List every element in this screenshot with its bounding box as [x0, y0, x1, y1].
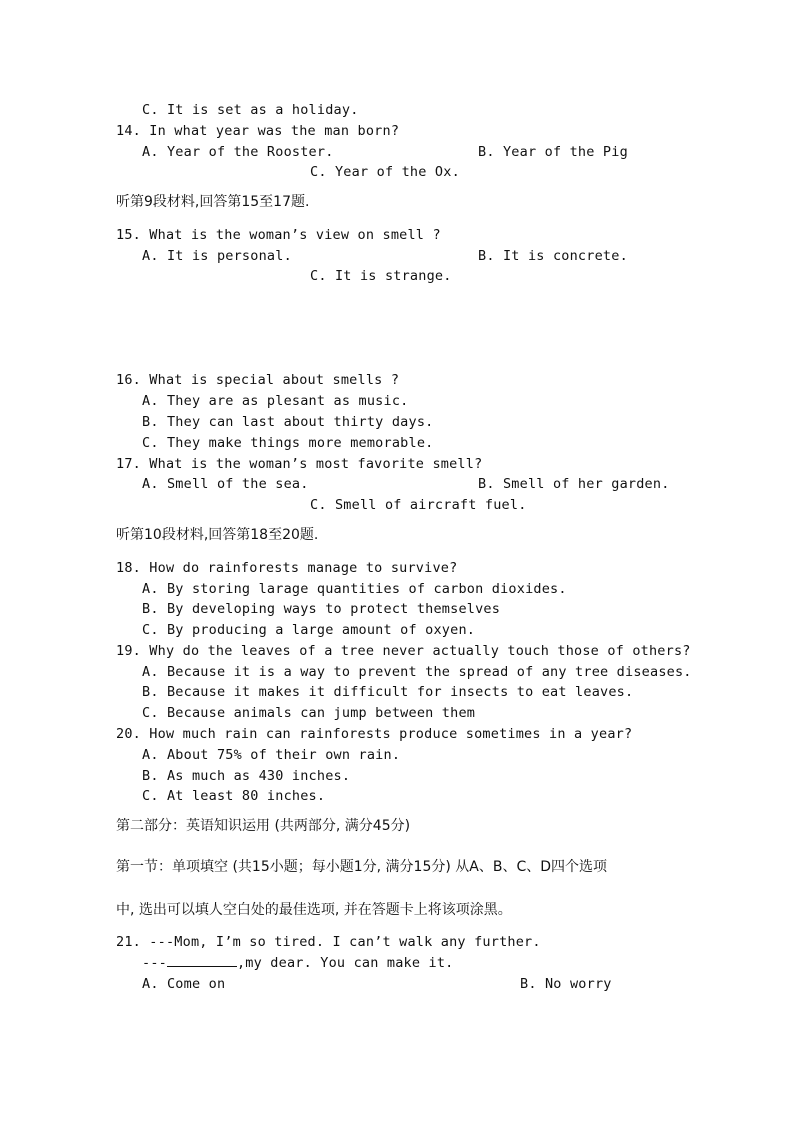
q16-option-b: B. They can last about thirty days. [142, 414, 434, 430]
q20-question: 20. How much rain can rainforests produce sometimes in a year? [116, 726, 633, 742]
q15-option-c: C. It is strange. [310, 268, 452, 284]
q14-option-a: A. Year of the Rooster. [142, 144, 334, 160]
q13-option-c: C. It is set as a holiday. [142, 102, 359, 118]
q19-option-b: B. Because it makes it difficult for insects to eat leaves. [142, 684, 634, 700]
q14-question: 14. In what year was the man born? [116, 123, 400, 139]
q21-line-2-text: ,my dear. You can make it. [236, 955, 454, 971]
q20-option-b: B. As much as 430 inches. [142, 768, 351, 784]
q17-option-b: B. Smell of her garden. [478, 476, 670, 492]
q15-option-b: B. It is concrete. [478, 248, 628, 264]
q21-dialogue-dash: --- [142, 955, 167, 971]
q19-question: 19. Why do the leaves of a tree never actually touch those of others? [116, 643, 691, 659]
q18-option-a: A. By storing larage quantities of carbon dioxides. [142, 581, 567, 597]
answer-blank [167, 954, 237, 967]
q18-question: 18. How do rainforests manage to survive? [116, 560, 458, 576]
q21-option-b: B. No worry [520, 976, 612, 992]
q17-option-a: A. Smell of the sea. [142, 476, 309, 492]
q14-option-c: C. Year of the Ox. [310, 164, 460, 180]
section-9-instruction: 听第9段材料,回答第15至17题. [116, 194, 310, 210]
q18-option-b: B. By developing ways to protect themselves [142, 601, 501, 617]
q15-option-a: A. It is personal. [142, 248, 292, 264]
q14-option-b: B. Year of the Pig [478, 144, 628, 160]
q19-option-c: C. Because animals can jump between them [142, 705, 476, 721]
q16-option-c: C. They make things more memorable. [142, 435, 434, 451]
section-1-instruction-line-2: 中, 选出可以填人空白处的最佳选项, 并在答题卡上将该项涂黑。 [116, 902, 512, 918]
q21-option-a: A. Come on [142, 976, 226, 992]
section-1-instruction-line-1: 第一节：单项填空 (共15小题；每小题1分, 满分15分) 从A、B、C、D四个选项 [116, 859, 607, 875]
q17-option-c: C. Smell of aircraft fuel. [310, 497, 527, 513]
q16-option-a: A. They are as plesant as music. [142, 393, 409, 409]
q21-line-1: 21. ---Mom, I’m so tired. I can’t walk any further. [116, 934, 541, 950]
section-10-instruction: 听第10段材料,回答第18至20题. [116, 527, 319, 543]
q17-question: 17. What is the woman’s most favorite smell? [116, 456, 483, 472]
q20-option-a: A. About 75% of their own rain. [142, 747, 401, 763]
q16-question: 16. What is special about smells ? [116, 372, 400, 388]
q20-option-c: C. At least 80 inches. [142, 788, 326, 804]
q18-option-c: C. By producing a large amount of oxyen. [142, 622, 476, 638]
q19-option-a: A. Because it is a way to prevent the spread of any tree diseases. [142, 664, 692, 680]
q21-line-2 [142, 954, 454, 972]
q15-question: 15. What is the woman’s view on smell ? [116, 227, 441, 243]
part-2-heading: 第二部分：英语知识运用 (共两部分, 满分45分) [116, 818, 411, 834]
